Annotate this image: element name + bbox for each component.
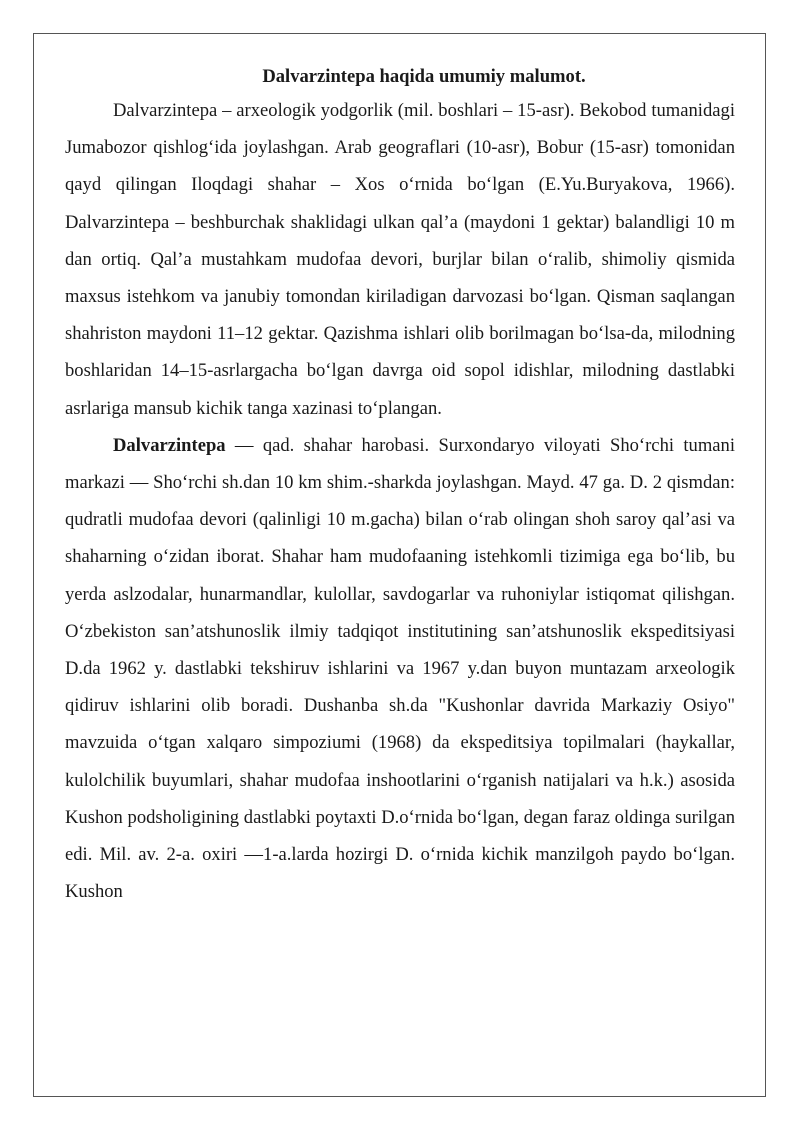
paragraph-history: Dalvarzintepa – arxeologik yodgorlik (mil. boshlari – 15-asr). Bekobod tumanidagi Jumabozor qishlog‘ida joylashgan. Arab geograflari (10-asr), Bobur (15-asr) tomonidan qayd qilingan Iloqdagi shahar – Xos o‘rnida bo‘lgan (E.Yu.Buryakova, 1966). Dalvarzintepa – beshburchak shaklidagi ulkan qal’a (maydoni 1 gektar) balandligi 10 m dan ortiq. Qal’a mustahkam mudofaa devori, burjlar bilan o‘ralib, shimoliy qismida maxsus istehkom va janubiy tomondan kiriladigan darvozasi bo‘lgan. Qisman saqlangan shahriston maydoni 11–12 gektar. Qazishma ishlari olib borilmagan bo‘lsa-da, milodning boshlaridan 14–15-asrlargacha bo‘lgan davrga oid sopol idishlar, milodning dastlabki asrlariga mansub kichik tanga xazinasi to‘plangan.: [65, 100, 735, 419]
document-body: [65, 62, 735, 910]
paragraph-description-text: — qad. shahar harobasi. Surxondaryo viloyati Sho‘rchi tumani markazi — Sho‘rchi sh.dan 10 km shim.-sharkda joylashgan. Mayd. 47 ga. D. 2 qismdan: qudratli mudofaa devori (qalinligi 10 m.gacha) bilan o‘rab olingan shoh saroy qal’asi va shaharning o‘zidan iborat. Shahar ham mudofaaning istehkomli tizimiga ega bo‘lib, bu yerda aslzodalar, hunarmandlar, kulollar, savdogarlar va ruhoniylar istiqomat qilishgan. O‘zbekiston san’atshunoslik ilmiy tadqiqot institutining san’atshunoslik ekspeditsiyasi D.da 1962 y. dastlabki tekshiruv ishlarini va 1967 y.dan buyon muntazam arxeologik qidiruv ishlarini olib boradi. Dushanba sh.da "Kushonlar davrida Markaziy Osiyo" mavzuida o‘tgan xalqaro simpoziumi (1968) da ekspeditsiya topilmalari (haykallar, kulolchilik buyumlari, shahar mudofaa inshootlarini o‘rganish natijalari va h.k.) asosida Kushon podsholigining dastlabki poytaxti D.o‘rnida bo‘lgan, degan faraz oldinga surilgan edi. Mil. av. 2-a. oxiri —1-a.larda hozirgi D. o‘rnida kichik manzilgoh paydo bo‘lgan. Kushon: [65, 434, 735, 903]
term-dalvarzintepa: Dalvarzintepa: [113, 434, 226, 456]
document-title: Dalvarzintepa haqida umumiy malumot.: [262, 66, 586, 87]
paragraph-description: [65, 427, 735, 911]
